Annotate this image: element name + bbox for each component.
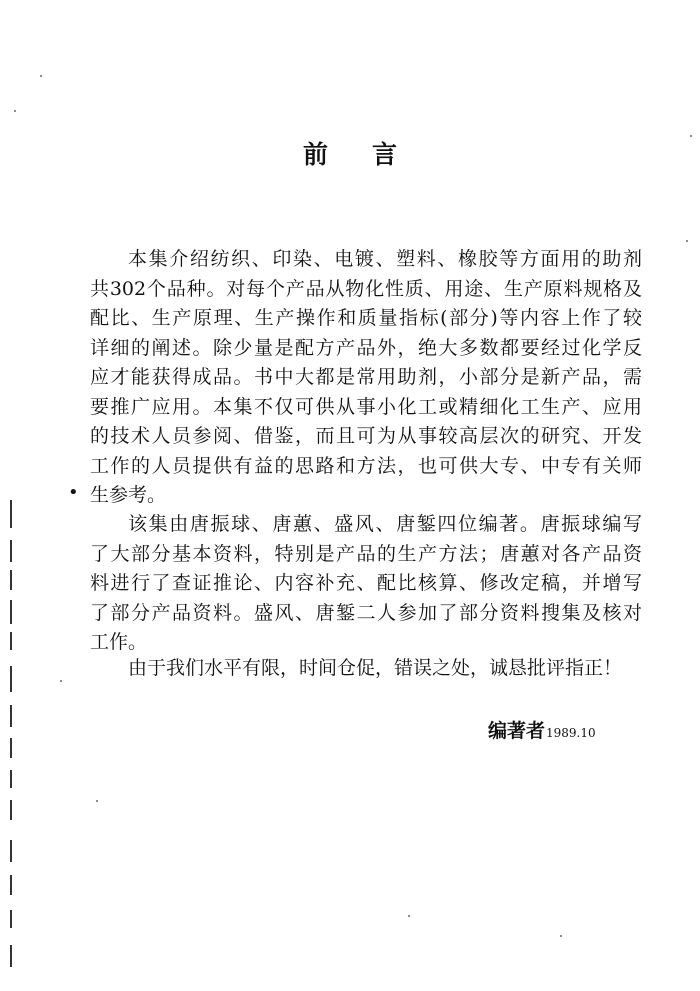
paragraph-closing [90,654,642,684]
scan-margin-mark [10,705,12,727]
text-line: 应才能获得成品。书中大都是常用助剂，小部分是新产品，需 [90,366,642,388]
paragraph-intro [90,245,642,511]
text-line: 配比、生产原理、生产操作和质量指标(部分)等内容上作了较 [90,307,642,329]
scan-speck [14,110,16,112]
text-line: 生参考。 [90,484,167,506]
scan-margin-mark [10,770,12,788]
scan-margin-mark [10,500,12,528]
scan-speck [560,935,562,937]
scan-margin-mark [10,910,12,928]
bullet-dot-icon: • [68,482,79,503]
text-line: 了大部分基本资料，特别是产品的生产方法；唐蕙对各产品资 [90,542,642,565]
scan-speck [686,240,688,242]
signature-date: 1989.10 [546,726,596,740]
text-line: 工作的人员提供有益的思路和方法，也可供大专、中专有关师 [90,454,642,477]
scan-margin-mark [10,666,12,692]
scan-speck [690,135,692,137]
scan-margin-mark [10,738,12,758]
scan-margin-mark [10,840,12,862]
text-line: 共302个品种。对每个产品从物化性质、用途、生产原料规格及 [90,277,642,300]
text-line: 工作。 [90,631,148,653]
scan-margin-mark [10,875,12,895]
scan-margin-mark [10,600,12,624]
scan-margin-mark [10,800,12,820]
signature [488,716,596,743]
paragraph-authors [90,510,642,658]
text-line: 的技术人员参阅、借鉴，而且可为从事较高层次的研究、开发 [90,425,642,447]
text-line: 由于我们水平有限，时间仓促，错误之处，诚恳批评指正！ [128,657,623,679]
text-line: 要推广应用。本集不仅可供从事小化工或精细化工生产、应用 [90,395,642,418]
scan-speck [40,75,42,77]
scan-margin-mark [10,570,12,590]
text-line: 本集介绍纺织、印染、电镀、塑料、橡胶等方面用的助剂 [128,248,642,270]
scan-margin-mark [10,540,12,562]
scan-speck [408,915,410,917]
signature-author: 编著者 [488,720,546,742]
scan-speck [96,800,98,802]
page-title: 前言 [302,140,441,169]
text-line: 了部分产品资料。盛风、唐錾二人参加了部分资料搜集及核对 [90,601,642,624]
text-line: 详细的阐述。除少量是配方产品外，绝大多数都要经过化学反 [90,336,642,359]
scan-speck [60,680,62,682]
scan-margin-mark [10,632,12,650]
scan-margin-mark [10,945,12,967]
text-line: 该集由唐振球、唐蕙、盛风、唐錾四位编著。唐振球编写 [128,513,642,535]
text-line: 料进行了查证推论、内容补充、配比核算、修改定稿，并增写 [90,572,642,594]
